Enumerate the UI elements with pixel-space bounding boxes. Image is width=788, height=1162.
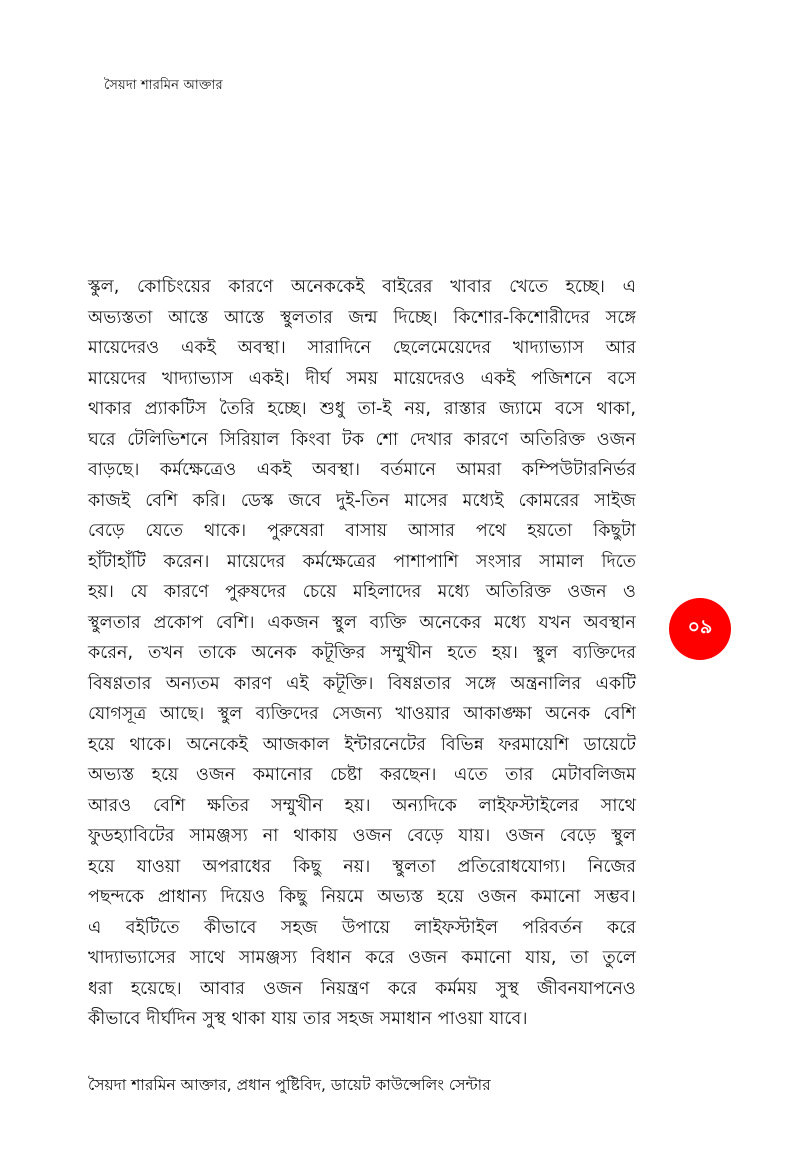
word: মধ্যে: [494, 612, 526, 633]
word: সুস্থ: [495, 978, 519, 999]
word: কারণে: [463, 429, 509, 450]
word: একই।: [248, 368, 290, 389]
word: অন্ত্রনালির: [510, 673, 582, 694]
word: হয়ে: [88, 856, 115, 877]
word: আমরা: [456, 460, 502, 480]
word: অনেককেই: [290, 277, 365, 297]
word: প্র্যাকটিস: [144, 399, 207, 419]
word: থাকে।: [129, 734, 172, 755]
text-line: [88, 455, 636, 486]
word: তার: [303, 1009, 332, 1029]
word: কিশোর-কিশোরীদের: [453, 307, 590, 328]
word: ছেলেমেয়েদের: [392, 338, 492, 358]
word: থাকা,: [596, 399, 636, 419]
text-line: [88, 272, 636, 303]
text-line: [88, 943, 636, 974]
word: হাঁটাহাঁটি: [88, 551, 146, 572]
word: শো: [375, 429, 399, 450]
word: ওজন: [596, 429, 636, 450]
word: কর্মক্ষেত্রেও: [159, 460, 237, 480]
word: বিষণ্ণতার: [88, 673, 152, 694]
word: খেতে: [509, 277, 549, 297]
word: হচ্ছে।: [565, 277, 605, 297]
word: ও: [622, 582, 636, 602]
word: স্থুল: [332, 612, 357, 633]
word: বেড়ে: [406, 826, 444, 846]
text-line: [88, 760, 636, 791]
word: টেলিভিশনে: [127, 429, 209, 450]
word: সম্মুখীন: [271, 795, 323, 816]
word: তা-ই: [357, 399, 392, 419]
word: কিছু: [293, 856, 322, 877]
word: পরিবর্তন: [522, 917, 583, 938]
word: যাওয়া: [136, 856, 181, 877]
word: ডায়েটে: [583, 734, 636, 755]
word: একটি: [595, 673, 636, 694]
word: যে: [130, 582, 148, 602]
word: আসার: [408, 521, 455, 541]
word: বর্তমানে: [380, 460, 436, 480]
word: দীর্ঘ: [305, 368, 331, 389]
word: অপরাধের: [202, 856, 272, 877]
word: করে: [365, 948, 395, 968]
word: হয়।: [492, 643, 518, 663]
word: সংসার: [476, 551, 522, 572]
word: আবার: [199, 978, 245, 999]
word: সিরিয়াল: [219, 429, 280, 450]
word: যোগসূত্র: [88, 704, 147, 724]
word: যায়: [271, 1009, 298, 1029]
word: এ: [88, 917, 102, 938]
word: জ্যামে: [499, 399, 542, 419]
word: কর্মক্ষেত্রের: [302, 551, 376, 572]
text-line: [88, 974, 636, 1005]
text-line: [88, 608, 636, 639]
word: ব্যক্তি: [369, 612, 407, 633]
word: স্থুল: [533, 643, 558, 663]
word: রাস্তার: [443, 399, 487, 419]
text-line: [88, 547, 636, 578]
text-line: [88, 669, 636, 700]
word: দিয়েও: [220, 887, 266, 907]
text-line: [88, 486, 636, 517]
word: আকাঙ্ক্ষা: [463, 704, 532, 724]
word: তার: [505, 765, 534, 785]
word: অবস্থা।: [311, 460, 361, 480]
word: অবস্থান: [583, 612, 636, 633]
word: পাশাপাশি: [393, 551, 459, 572]
word: বাইরের: [382, 277, 433, 297]
word: লাইফস্টাইলের: [478, 795, 579, 816]
page-number-badge: ০৯: [669, 598, 731, 660]
word: ব্যক্তিদের: [255, 704, 319, 724]
word: যেতে: [145, 521, 184, 541]
word: হচ্ছে।: [267, 399, 307, 419]
word: নিজের: [587, 856, 636, 877]
body-paragraph: [88, 272, 636, 1035]
word: অতিরিক্ত: [519, 429, 586, 450]
text-line: [88, 577, 636, 608]
word: কম্পিউটারনির্ভর: [521, 460, 636, 480]
word: হয়ে: [437, 887, 464, 907]
word: বসে: [607, 368, 636, 389]
text-line: [88, 821, 636, 852]
word: বেশি।: [215, 612, 255, 633]
word: মায়েদেরও: [393, 368, 465, 389]
word: যায়,: [525, 948, 557, 968]
word: করছেন।: [379, 765, 437, 785]
author-credit: সৈয়দা শারমিন আক্তার, প্রধান পুষ্টিবিদ, ডায়েট কাউন্সেলিং সেন্টার: [88, 1076, 491, 1094]
word: চেয়ে: [302, 582, 337, 602]
word: হয়।: [88, 582, 114, 602]
word: বেশি: [603, 704, 636, 724]
word: হয়।: [344, 795, 371, 816]
word: করেন।: [163, 551, 210, 572]
word: না: [262, 826, 279, 846]
word: শুধু: [319, 399, 345, 419]
word: দেখার: [409, 429, 453, 450]
word: করেন,: [88, 643, 134, 663]
word: সহজ: [337, 1009, 374, 1029]
word: কটূক্তির: [311, 643, 366, 663]
word: তুলে: [602, 948, 636, 968]
word: সহজ: [280, 917, 318, 938]
word: সাথে: [600, 795, 636, 816]
word: যায়।: [458, 826, 491, 846]
word: ওজন: [196, 765, 236, 785]
word: যাবে।: [489, 1009, 528, 1029]
text-line: [88, 791, 636, 822]
word: থাকার: [88, 399, 132, 419]
word: মাসের: [404, 490, 448, 511]
word: কমানো: [530, 887, 581, 907]
word: তাকে: [198, 643, 237, 663]
word: সাইজ: [594, 490, 636, 511]
word: কারণে: [163, 582, 209, 602]
word: মহিলাদের: [353, 582, 422, 602]
word: বেশি: [145, 490, 178, 511]
word: আরও: [88, 795, 132, 816]
word: বেশি: [152, 795, 186, 816]
word: মায়েদেরও: [88, 338, 160, 358]
word: থাকায়: [293, 826, 338, 846]
word: ব্যক্তিদের: [572, 643, 636, 663]
word: মেটাবলিজম: [550, 765, 636, 785]
word: টক: [342, 429, 365, 450]
word: করে: [387, 978, 417, 999]
word: বিষণ্ণতার: [387, 673, 452, 694]
word: অন্যতম: [165, 673, 220, 694]
word: বইটিতে: [125, 917, 180, 938]
word: দুই-তিন: [336, 490, 390, 511]
word: সামাল: [539, 551, 584, 572]
word: বিভিন্ন: [440, 734, 484, 755]
word: সমাধান: [379, 1009, 432, 1029]
word: ওজন: [263, 978, 303, 999]
word: স্থুলতার: [280, 307, 333, 328]
word: নিয়মে: [320, 887, 364, 907]
word: এতে: [454, 765, 488, 785]
text-line: [88, 730, 636, 761]
word: আস্তে: [224, 307, 265, 328]
word: সেজন্য: [331, 704, 383, 724]
word: এ: [622, 277, 636, 297]
word: থাকে।: [204, 521, 247, 541]
word: ইন্টারনেটের: [344, 734, 426, 755]
text-line: [88, 882, 636, 913]
word: ফুডহ্যাবিটের: [88, 826, 175, 846]
word: অভ্যস্ত: [377, 887, 424, 907]
word: হয়েছে।: [130, 978, 182, 999]
word: প্রাধান্য: [157, 887, 207, 907]
text-line: [88, 364, 636, 395]
word: কমানোর: [252, 765, 313, 785]
word: ওজন: [567, 582, 607, 602]
word: বসে: [554, 399, 584, 419]
word: কারণে: [228, 277, 274, 297]
word: বাড়ছে।: [88, 460, 140, 480]
word: আস্তে: [168, 307, 209, 328]
word: পথে: [475, 521, 507, 541]
word: কোমরের: [518, 490, 580, 511]
word: অনেক: [251, 643, 297, 663]
word: কিছুটা: [593, 521, 636, 541]
word: জবে: [288, 490, 322, 511]
word: প্রকোপ: [153, 612, 204, 633]
word: কারণ: [234, 673, 272, 694]
word: কীভাবে: [204, 917, 257, 938]
word: স্থুলতার: [88, 612, 141, 633]
text-line: [88, 913, 636, 944]
word: খাওয়ার: [395, 704, 451, 724]
word: স্থুল: [217, 704, 243, 724]
word: একজন: [267, 612, 320, 633]
word: সম্ভব।: [594, 887, 636, 907]
word: নিয়ন্ত্রণ: [320, 978, 370, 999]
word: আজকাল: [262, 734, 330, 755]
word: হয়ে: [88, 734, 115, 755]
word: অতিরিক্ত: [485, 582, 552, 602]
word: তৈরি: [219, 399, 255, 419]
running-header-author: সৈয়দা শারমিন আক্তার: [104, 78, 223, 93]
word: অভ্যস্ততা: [88, 307, 153, 328]
word: মায়েদের: [88, 368, 147, 389]
word: এই: [286, 673, 309, 694]
word: খাদ্যাভ্যাস: [512, 338, 584, 358]
word: খাদ্যাভ্যাস: [161, 368, 233, 389]
word: অনেক: [545, 704, 591, 724]
word: আছে।: [159, 704, 205, 724]
word: পছন্দকে: [88, 887, 145, 907]
word: দীর্ঘদিন: [146, 1009, 197, 1029]
word: সামঞ্জস্য: [238, 948, 298, 968]
word: কিছু: [278, 887, 307, 907]
text-line: [88, 1004, 636, 1035]
word: বেড়ে: [559, 826, 597, 846]
word: সঙ্গে: [605, 307, 636, 328]
word: পুরুষদের: [225, 582, 287, 602]
word: মধ্যে: [437, 582, 470, 602]
word: অনেকের: [419, 612, 482, 633]
word: ওজন: [408, 948, 448, 968]
word: ধরা: [88, 978, 113, 999]
word: থাকা: [231, 1009, 266, 1029]
word: খাবার: [450, 277, 492, 297]
word: অভ্যস্ত: [88, 765, 135, 785]
word: তা: [570, 948, 589, 968]
word: পজিশনে: [531, 368, 592, 389]
word: কটূক্তি।: [323, 673, 374, 694]
text-line: [88, 333, 636, 364]
word: হতে: [447, 643, 477, 663]
word: মায়েদের: [226, 551, 286, 572]
word: কমানো: [461, 948, 512, 968]
word: একই: [480, 368, 516, 389]
word: করি।: [192, 490, 226, 511]
word: পাওয়া: [437, 1009, 484, 1029]
text-line: [88, 394, 636, 425]
word: যখন: [538, 612, 571, 633]
word: উপায়ে: [341, 917, 391, 938]
word: সম্মুখীন: [380, 643, 433, 663]
word: অবস্থা।: [237, 338, 286, 358]
word: কর্মময়: [435, 978, 478, 999]
word: ডেস্ক: [240, 490, 274, 511]
word: অন্যদিকে: [392, 795, 457, 816]
word: চেষ্টা: [329, 765, 363, 785]
word: দিতে: [601, 551, 636, 572]
word: স্থুলতা: [392, 856, 436, 877]
word: সামঞ্জস্য: [189, 826, 248, 846]
word: নয়,: [404, 399, 431, 419]
word: পুরুষেরা: [267, 521, 325, 541]
word: জন্ম: [348, 307, 378, 328]
word: বেড়ে: [88, 521, 125, 541]
word: ক্ষতির: [207, 795, 250, 816]
word: জীবনযাপনেও: [537, 978, 636, 999]
word: হয়তো: [527, 521, 573, 541]
text-line: [88, 852, 636, 883]
text-line: [88, 425, 636, 456]
word: কোচিংয়ের: [137, 277, 211, 297]
word: সময়: [346, 368, 379, 389]
word: নয়।: [343, 856, 371, 877]
word: হয়ে: [151, 765, 179, 785]
word: সঙ্গে: [465, 673, 496, 694]
word: সাথে: [189, 948, 225, 968]
word: সুস্থ: [202, 1009, 226, 1029]
word: ওজন: [505, 826, 545, 846]
word: বাসায়: [345, 521, 388, 541]
word: একই: [256, 460, 292, 480]
word: খাদ্যাভ্যাসের: [88, 948, 176, 968]
word: ফরমায়েশি: [498, 734, 569, 755]
text-line: [88, 516, 636, 547]
word: আর: [605, 338, 636, 358]
text-line: [88, 699, 636, 730]
word: ওজন: [352, 826, 392, 846]
word: তখন: [148, 643, 184, 663]
word: সারাদিনে: [307, 338, 371, 358]
word: কিংবা: [290, 429, 331, 450]
word: স্কুল,: [88, 277, 120, 297]
word: স্থুল: [611, 826, 636, 846]
word: কাজই: [88, 490, 131, 511]
word: কীভাবে: [88, 1009, 141, 1029]
text-line: [88, 638, 636, 669]
word: ওজন: [477, 887, 517, 907]
word: করে: [606, 917, 636, 938]
word: প্রতিরোধযোগ্য।: [457, 856, 566, 877]
word: বিধান: [311, 948, 352, 968]
word: লাইফস্টাইল: [414, 917, 498, 938]
word: একই: [181, 338, 216, 358]
word: দিচ্ছে।: [393, 307, 438, 328]
text-line: [88, 303, 636, 334]
word: ঘরে: [88, 429, 116, 450]
word: মধ্যেই: [462, 490, 504, 511]
word: অনেকেই: [186, 734, 248, 755]
